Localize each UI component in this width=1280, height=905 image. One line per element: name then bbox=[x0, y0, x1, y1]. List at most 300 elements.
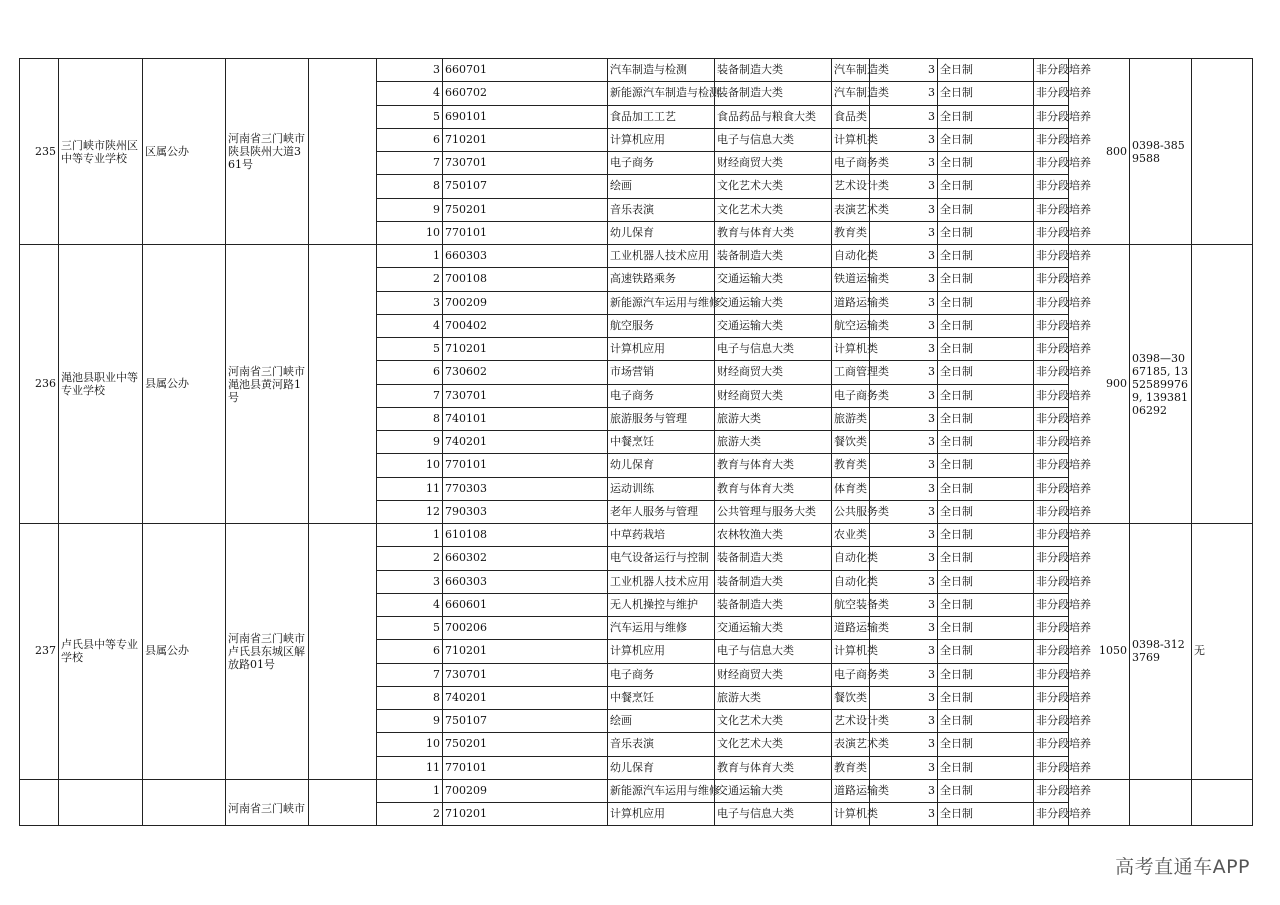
major-mode: 全日制 bbox=[938, 198, 1034, 221]
major-training: 非分段培养 bbox=[1034, 314, 1069, 337]
major-seq: 9 bbox=[377, 198, 443, 221]
major-name: 音乐表演 bbox=[608, 198, 715, 221]
school-type: 县属公办 bbox=[143, 245, 226, 524]
major-code: 730701 bbox=[443, 152, 608, 175]
major-code: 770101 bbox=[443, 221, 608, 244]
major-name: 幼儿保育 bbox=[608, 221, 715, 244]
major-category: 装备制造大类 bbox=[715, 593, 832, 616]
table-row bbox=[20, 779, 1253, 802]
major-years: 3 bbox=[870, 547, 938, 570]
major-mode: 全日制 bbox=[938, 128, 1034, 151]
major-training: 非分段培养 bbox=[1034, 291, 1069, 314]
major-mode: 全日制 bbox=[938, 710, 1034, 733]
major-years: 3 bbox=[870, 82, 938, 105]
major-training: 非分段培养 bbox=[1034, 105, 1069, 128]
major-training: 非分段培养 bbox=[1034, 779, 1069, 802]
major-code: 740201 bbox=[443, 431, 608, 454]
major-name: 食品加工工艺 bbox=[608, 105, 715, 128]
major-training: 非分段培养 bbox=[1034, 361, 1069, 384]
major-training: 非分段培养 bbox=[1034, 338, 1069, 361]
major-mode: 全日制 bbox=[938, 221, 1034, 244]
major-category: 文化艺术大类 bbox=[715, 710, 832, 733]
major-years: 3 bbox=[870, 245, 938, 268]
school-type bbox=[143, 779, 226, 826]
major-seq: 4 bbox=[377, 593, 443, 616]
major-training: 非分段培养 bbox=[1034, 175, 1069, 198]
major-years: 3 bbox=[870, 477, 938, 500]
major-code: 710201 bbox=[443, 803, 608, 826]
major-training: 非分段培养 bbox=[1034, 500, 1069, 523]
major-subcategory: 餐饮类 bbox=[832, 686, 870, 709]
major-years: 3 bbox=[870, 361, 938, 384]
major-code: 660303 bbox=[443, 570, 608, 593]
major-training: 非分段培养 bbox=[1034, 431, 1069, 454]
major-name: 工业机器人技术应用 bbox=[608, 245, 715, 268]
major-code: 710201 bbox=[443, 338, 608, 361]
major-seq: 1 bbox=[377, 524, 443, 547]
major-category: 电子与信息大类 bbox=[715, 803, 832, 826]
major-subcategory: 道路运输类 bbox=[832, 617, 870, 640]
major-name: 汽车运用与维修 bbox=[608, 617, 715, 640]
major-subcategory: 食品类 bbox=[832, 105, 870, 128]
major-mode: 全日制 bbox=[938, 268, 1034, 291]
major-category: 文化艺术大类 bbox=[715, 733, 832, 756]
major-code: 710201 bbox=[443, 128, 608, 151]
major-category: 装备制造大类 bbox=[715, 245, 832, 268]
major-code: 750107 bbox=[443, 175, 608, 198]
major-seq: 6 bbox=[377, 640, 443, 663]
major-subcategory: 计算机类 bbox=[832, 338, 870, 361]
major-subcategory: 汽车制造类 bbox=[832, 82, 870, 105]
major-mode: 全日制 bbox=[938, 663, 1034, 686]
major-years: 3 bbox=[870, 454, 938, 477]
major-mode: 全日制 bbox=[938, 407, 1034, 430]
major-training: 非分段培养 bbox=[1034, 640, 1069, 663]
major-mode: 全日制 bbox=[938, 617, 1034, 640]
major-mode: 全日制 bbox=[938, 570, 1034, 593]
school-address: 河南省三门峡市渑池县黄河路1号 bbox=[226, 245, 309, 524]
major-training: 非分段培养 bbox=[1034, 593, 1069, 616]
major-seq: 2 bbox=[377, 547, 443, 570]
enrollment-plan: 900 bbox=[1069, 245, 1130, 524]
major-code: 660601 bbox=[443, 593, 608, 616]
major-mode: 全日制 bbox=[938, 105, 1034, 128]
major-subcategory: 体育类 bbox=[832, 477, 870, 500]
major-mode: 全日制 bbox=[938, 175, 1034, 198]
school-type: 县属公办 bbox=[143, 524, 226, 780]
school-name: 渑池县职业中等专业学校 bbox=[59, 245, 143, 524]
major-code: 770303 bbox=[443, 477, 608, 500]
major-subcategory: 餐饮类 bbox=[832, 431, 870, 454]
major-years: 3 bbox=[870, 524, 938, 547]
major-years: 3 bbox=[870, 431, 938, 454]
major-category: 食品药品与粮食大类 bbox=[715, 105, 832, 128]
major-years: 3 bbox=[870, 733, 938, 756]
major-mode: 全日制 bbox=[938, 338, 1034, 361]
major-subcategory: 计算机类 bbox=[832, 640, 870, 663]
major-seq: 9 bbox=[377, 710, 443, 733]
major-name: 计算机应用 bbox=[608, 338, 715, 361]
note-cell bbox=[1192, 245, 1253, 524]
major-name: 航空服务 bbox=[608, 314, 715, 337]
table-row bbox=[20, 524, 1253, 547]
major-subcategory: 道路运输类 bbox=[832, 291, 870, 314]
major-training: 非分段培养 bbox=[1034, 617, 1069, 640]
major-mode: 全日制 bbox=[938, 500, 1034, 523]
major-name: 幼儿保育 bbox=[608, 756, 715, 779]
major-seq: 4 bbox=[377, 82, 443, 105]
school-number: 235 bbox=[20, 59, 59, 245]
major-name: 中餐烹饪 bbox=[608, 431, 715, 454]
major-code: 730701 bbox=[443, 384, 608, 407]
major-subcategory: 表演艺术类 bbox=[832, 733, 870, 756]
major-subcategory: 教育类 bbox=[832, 221, 870, 244]
major-years: 3 bbox=[870, 663, 938, 686]
major-category: 电子与信息大类 bbox=[715, 640, 832, 663]
major-code: 750201 bbox=[443, 733, 608, 756]
major-subcategory: 航空装备类 bbox=[832, 593, 870, 616]
major-code: 660303 bbox=[443, 245, 608, 268]
major-seq: 5 bbox=[377, 617, 443, 640]
major-mode: 全日制 bbox=[938, 291, 1034, 314]
major-category: 农林牧渔大类 bbox=[715, 524, 832, 547]
major-category: 交通运输大类 bbox=[715, 617, 832, 640]
contact-phone bbox=[1130, 779, 1192, 826]
major-mode: 全日制 bbox=[938, 245, 1034, 268]
major-years: 3 bbox=[870, 268, 938, 291]
major-name: 工业机器人技术应用 bbox=[608, 570, 715, 593]
major-training: 非分段培养 bbox=[1034, 663, 1069, 686]
major-training: 非分段培养 bbox=[1034, 128, 1069, 151]
major-name: 音乐表演 bbox=[608, 733, 715, 756]
major-category: 教育与体育大类 bbox=[715, 477, 832, 500]
major-mode: 全日制 bbox=[938, 640, 1034, 663]
major-seq: 8 bbox=[377, 407, 443, 430]
major-subcategory: 道路运输类 bbox=[832, 779, 870, 802]
major-name: 新能源汽车制造与检测 bbox=[608, 82, 715, 105]
major-subcategory: 工商管理类 bbox=[832, 361, 870, 384]
major-training: 非分段培养 bbox=[1034, 733, 1069, 756]
major-subcategory: 电子商务类 bbox=[832, 384, 870, 407]
major-mode: 全日制 bbox=[938, 756, 1034, 779]
major-mode: 全日制 bbox=[938, 733, 1034, 756]
major-category: 装备制造大类 bbox=[715, 547, 832, 570]
major-name: 绘画 bbox=[608, 710, 715, 733]
major-category: 教育与体育大类 bbox=[715, 454, 832, 477]
major-mode: 全日制 bbox=[938, 59, 1034, 82]
school-address: 河南省三门峡市 bbox=[226, 779, 309, 826]
major-seq: 10 bbox=[377, 733, 443, 756]
major-name: 计算机应用 bbox=[608, 803, 715, 826]
major-category: 财经商贸大类 bbox=[715, 663, 832, 686]
major-name: 高速铁路乘务 bbox=[608, 268, 715, 291]
major-years: 3 bbox=[870, 803, 938, 826]
blank-cell bbox=[309, 524, 377, 780]
major-code: 740101 bbox=[443, 407, 608, 430]
major-name: 计算机应用 bbox=[608, 128, 715, 151]
major-category: 旅游大类 bbox=[715, 407, 832, 430]
note-cell bbox=[1192, 779, 1253, 826]
major-training: 非分段培养 bbox=[1034, 245, 1069, 268]
major-name: 电子商务 bbox=[608, 384, 715, 407]
major-name: 计算机应用 bbox=[608, 640, 715, 663]
school-name: 三门峡市陕州区中等专业学校 bbox=[59, 59, 143, 245]
major-code: 660302 bbox=[443, 547, 608, 570]
major-code: 700108 bbox=[443, 268, 608, 291]
watermark: 高考直通车APP bbox=[1115, 856, 1250, 878]
major-training: 非分段培养 bbox=[1034, 524, 1069, 547]
major-seq: 6 bbox=[377, 128, 443, 151]
major-training: 非分段培养 bbox=[1034, 686, 1069, 709]
major-code: 700402 bbox=[443, 314, 608, 337]
major-category: 财经商贸大类 bbox=[715, 152, 832, 175]
contact-phone: 0398-3859588 bbox=[1130, 59, 1192, 245]
major-years: 3 bbox=[870, 779, 938, 802]
major-subcategory: 电子商务类 bbox=[832, 663, 870, 686]
major-years: 3 bbox=[870, 314, 938, 337]
major-training: 非分段培养 bbox=[1034, 59, 1069, 82]
major-years: 3 bbox=[870, 384, 938, 407]
major-years: 3 bbox=[870, 500, 938, 523]
major-years: 3 bbox=[870, 686, 938, 709]
enrollment-plan: 800 bbox=[1069, 59, 1130, 245]
major-years: 3 bbox=[870, 221, 938, 244]
major-category: 交通运输大类 bbox=[715, 779, 832, 802]
major-subcategory: 教育类 bbox=[832, 454, 870, 477]
major-category: 文化艺术大类 bbox=[715, 198, 832, 221]
major-training: 非分段培养 bbox=[1034, 407, 1069, 430]
major-name: 无人机操控与维护 bbox=[608, 593, 715, 616]
major-subcategory: 旅游类 bbox=[832, 407, 870, 430]
major-code: 610108 bbox=[443, 524, 608, 547]
major-name: 电子商务 bbox=[608, 152, 715, 175]
major-mode: 全日制 bbox=[938, 593, 1034, 616]
major-seq: 3 bbox=[377, 59, 443, 82]
major-seq: 8 bbox=[377, 686, 443, 709]
major-category: 交通运输大类 bbox=[715, 291, 832, 314]
major-name: 汽车制造与检测 bbox=[608, 59, 715, 82]
major-seq: 1 bbox=[377, 779, 443, 802]
major-code: 700209 bbox=[443, 291, 608, 314]
major-training: 非分段培养 bbox=[1034, 268, 1069, 291]
major-subcategory: 自动化类 bbox=[832, 570, 870, 593]
school-address: 河南省三门峡市卢氏县东城区解放路01号 bbox=[226, 524, 309, 780]
major-subcategory: 教育类 bbox=[832, 756, 870, 779]
major-mode: 全日制 bbox=[938, 477, 1034, 500]
major-seq: 9 bbox=[377, 431, 443, 454]
major-subcategory: 计算机类 bbox=[832, 803, 870, 826]
major-category: 旅游大类 bbox=[715, 686, 832, 709]
major-category: 财经商贸大类 bbox=[715, 384, 832, 407]
major-subcategory: 农业类 bbox=[832, 524, 870, 547]
major-subcategory: 艺术设计类 bbox=[832, 710, 870, 733]
major-code: 700209 bbox=[443, 779, 608, 802]
major-seq: 12 bbox=[377, 500, 443, 523]
major-years: 3 bbox=[870, 710, 938, 733]
major-code: 740201 bbox=[443, 686, 608, 709]
major-subcategory: 铁道运输类 bbox=[832, 268, 870, 291]
table-row bbox=[20, 59, 1253, 82]
major-seq: 3 bbox=[377, 570, 443, 593]
major-subcategory: 航空运输类 bbox=[832, 314, 870, 337]
major-training: 非分段培养 bbox=[1034, 221, 1069, 244]
major-mode: 全日制 bbox=[938, 384, 1034, 407]
major-mode: 全日制 bbox=[938, 152, 1034, 175]
school-type: 区属公办 bbox=[143, 59, 226, 245]
major-years: 3 bbox=[870, 617, 938, 640]
major-training: 非分段培养 bbox=[1034, 756, 1069, 779]
major-code: 770101 bbox=[443, 454, 608, 477]
major-name: 电气设备运行与控制 bbox=[608, 547, 715, 570]
note-cell: 无 bbox=[1192, 524, 1253, 780]
major-code: 700206 bbox=[443, 617, 608, 640]
major-seq: 7 bbox=[377, 152, 443, 175]
major-seq: 5 bbox=[377, 338, 443, 361]
major-mode: 全日制 bbox=[938, 524, 1034, 547]
major-seq: 5 bbox=[377, 105, 443, 128]
major-code: 730701 bbox=[443, 663, 608, 686]
major-years: 3 bbox=[870, 640, 938, 663]
major-mode: 全日制 bbox=[938, 803, 1034, 826]
major-name: 电子商务 bbox=[608, 663, 715, 686]
major-category: 教育与体育大类 bbox=[715, 756, 832, 779]
major-seq: 3 bbox=[377, 291, 443, 314]
major-seq: 2 bbox=[377, 803, 443, 826]
major-seq: 10 bbox=[377, 221, 443, 244]
major-category: 装备制造大类 bbox=[715, 570, 832, 593]
major-training: 非分段培养 bbox=[1034, 710, 1069, 733]
blank-cell bbox=[309, 59, 377, 245]
major-category: 旅游大类 bbox=[715, 431, 832, 454]
major-years: 3 bbox=[870, 593, 938, 616]
major-code: 770101 bbox=[443, 756, 608, 779]
major-years: 3 bbox=[870, 105, 938, 128]
major-code: 730602 bbox=[443, 361, 608, 384]
major-subcategory: 汽车制造类 bbox=[832, 59, 870, 82]
major-category: 电子与信息大类 bbox=[715, 128, 832, 151]
major-category: 教育与体育大类 bbox=[715, 221, 832, 244]
major-seq: 10 bbox=[377, 454, 443, 477]
major-subcategory: 公共服务类 bbox=[832, 500, 870, 523]
major-years: 3 bbox=[870, 175, 938, 198]
major-seq: 11 bbox=[377, 477, 443, 500]
major-subcategory: 计算机类 bbox=[832, 128, 870, 151]
major-code: 710201 bbox=[443, 640, 608, 663]
major-name: 幼儿保育 bbox=[608, 454, 715, 477]
major-code: 790303 bbox=[443, 500, 608, 523]
major-name: 新能源汽车运用与维修 bbox=[608, 779, 715, 802]
major-code: 750201 bbox=[443, 198, 608, 221]
major-name: 旅游服务与管理 bbox=[608, 407, 715, 430]
major-subcategory: 电子商务类 bbox=[832, 152, 870, 175]
major-mode: 全日制 bbox=[938, 686, 1034, 709]
school-number bbox=[20, 779, 59, 826]
blank-cell bbox=[309, 779, 377, 826]
major-training: 非分段培养 bbox=[1034, 152, 1069, 175]
major-code: 660702 bbox=[443, 82, 608, 105]
major-years: 3 bbox=[870, 756, 938, 779]
enrollment-table bbox=[19, 58, 1253, 826]
blank-cell bbox=[309, 245, 377, 524]
major-name: 新能源汽车运用与维修 bbox=[608, 291, 715, 314]
major-training: 非分段培养 bbox=[1034, 570, 1069, 593]
major-name: 中餐烹饪 bbox=[608, 686, 715, 709]
table-body bbox=[20, 59, 1253, 826]
major-subcategory: 艺术设计类 bbox=[832, 175, 870, 198]
major-category: 交通运输大类 bbox=[715, 268, 832, 291]
major-subcategory: 表演艺术类 bbox=[832, 198, 870, 221]
major-training: 非分段培养 bbox=[1034, 547, 1069, 570]
enrollment-table-container bbox=[19, 58, 1252, 826]
major-name: 老年人服务与管理 bbox=[608, 500, 715, 523]
major-years: 3 bbox=[870, 152, 938, 175]
major-category: 交通运输大类 bbox=[715, 314, 832, 337]
major-category: 文化艺术大类 bbox=[715, 175, 832, 198]
major-name: 中草药栽培 bbox=[608, 524, 715, 547]
major-years: 3 bbox=[870, 291, 938, 314]
major-years: 3 bbox=[870, 59, 938, 82]
school-name bbox=[59, 779, 143, 826]
major-category: 装备制造大类 bbox=[715, 59, 832, 82]
major-seq: 7 bbox=[377, 663, 443, 686]
major-subcategory: 自动化类 bbox=[832, 547, 870, 570]
major-years: 3 bbox=[870, 570, 938, 593]
major-seq: 1 bbox=[377, 245, 443, 268]
major-name: 市场营销 bbox=[608, 361, 715, 384]
contact-phone: 0398-3123769 bbox=[1130, 524, 1192, 780]
major-training: 非分段培养 bbox=[1034, 477, 1069, 500]
major-training: 非分段培养 bbox=[1034, 198, 1069, 221]
contact-phone: 0398—3067185, 13525899769, 13938106292 bbox=[1130, 245, 1192, 524]
enrollment-plan: 1050 bbox=[1069, 524, 1130, 780]
major-code: 750107 bbox=[443, 710, 608, 733]
major-seq: 7 bbox=[377, 384, 443, 407]
major-mode: 全日制 bbox=[938, 454, 1034, 477]
major-seq: 4 bbox=[377, 314, 443, 337]
major-seq: 2 bbox=[377, 268, 443, 291]
major-mode: 全日制 bbox=[938, 82, 1034, 105]
major-years: 3 bbox=[870, 198, 938, 221]
major-mode: 全日制 bbox=[938, 779, 1034, 802]
major-training: 非分段培养 bbox=[1034, 803, 1069, 826]
school-address: 河南省三门峡市陕县陕州大道361号 bbox=[226, 59, 309, 245]
note-cell bbox=[1192, 59, 1253, 245]
school-number: 237 bbox=[20, 524, 59, 780]
major-category: 电子与信息大类 bbox=[715, 338, 832, 361]
major-category: 装备制造大类 bbox=[715, 82, 832, 105]
major-training: 非分段培养 bbox=[1034, 82, 1069, 105]
major-years: 3 bbox=[870, 128, 938, 151]
major-training: 非分段培养 bbox=[1034, 384, 1069, 407]
major-code: 690101 bbox=[443, 105, 608, 128]
major-seq: 11 bbox=[377, 756, 443, 779]
major-category: 公共管理与服务大类 bbox=[715, 500, 832, 523]
major-code: 660701 bbox=[443, 59, 608, 82]
major-mode: 全日制 bbox=[938, 361, 1034, 384]
major-mode: 全日制 bbox=[938, 547, 1034, 570]
major-training: 非分段培养 bbox=[1034, 454, 1069, 477]
major-subcategory: 自动化类 bbox=[832, 245, 870, 268]
major-name: 运动训练 bbox=[608, 477, 715, 500]
major-mode: 全日制 bbox=[938, 431, 1034, 454]
major-name: 绘画 bbox=[608, 175, 715, 198]
major-seq: 8 bbox=[377, 175, 443, 198]
major-mode: 全日制 bbox=[938, 314, 1034, 337]
school-number: 236 bbox=[20, 245, 59, 524]
major-category: 财经商贸大类 bbox=[715, 361, 832, 384]
major-seq: 6 bbox=[377, 361, 443, 384]
major-years: 3 bbox=[870, 338, 938, 361]
